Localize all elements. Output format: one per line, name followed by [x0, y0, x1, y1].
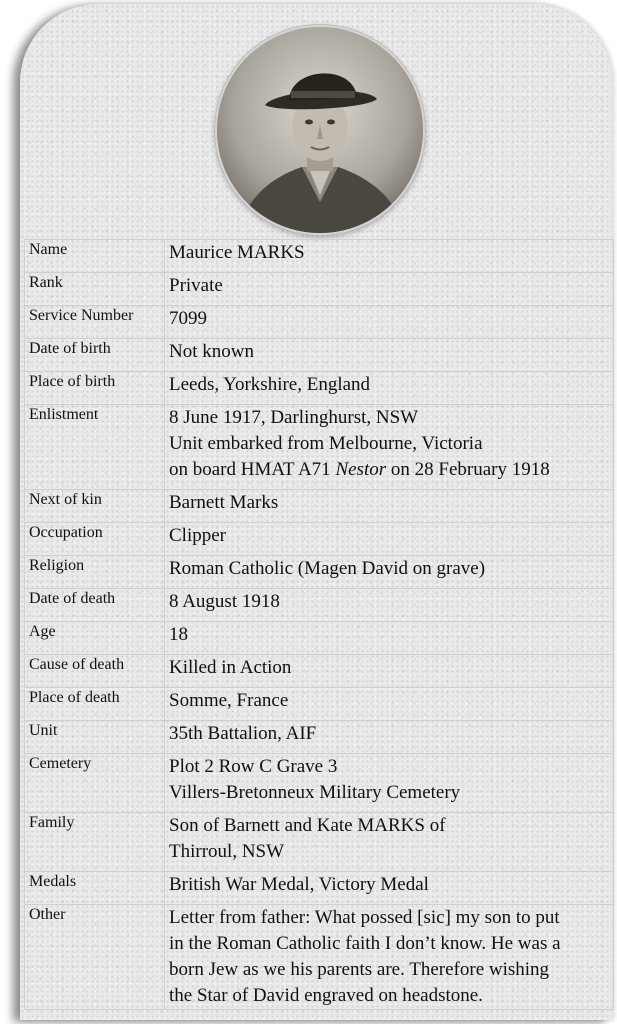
label-rank: Rank [25, 273, 165, 306]
label-enlistment: Enlistment [25, 405, 165, 490]
row-age [25, 622, 614, 655]
other-line-3: born Jew as we his parents are. Therefore wishing [169, 959, 550, 980]
value-cause-of-death: Killed in Action [165, 655, 614, 688]
label-name: Name [25, 240, 165, 273]
value-occupation: Clipper [165, 523, 614, 556]
label-date-of-birth: Date of birth [25, 339, 165, 372]
value-rank: Private [165, 273, 614, 306]
enlistment-line-3 [169, 457, 609, 483]
value-unit: 35th Battalion, AIF [165, 721, 614, 754]
label-other: Other [25, 905, 165, 1010]
label-service-number: Service Number [25, 306, 165, 339]
row-other [25, 905, 614, 1010]
label-unit: Unit [25, 721, 165, 754]
row-next-of-kin [25, 490, 614, 523]
row-enlistment [25, 405, 614, 490]
row-name [25, 240, 614, 273]
value-other [165, 905, 614, 1010]
enlistment-line-2: Unit embarked from Melbourne, Victoria [169, 433, 483, 454]
row-cemetery [25, 754, 614, 813]
label-place-of-death: Place of death [25, 688, 165, 721]
value-service-number: 7099 [165, 306, 614, 339]
row-cause-of-death [25, 655, 614, 688]
label-occupation: Occupation [25, 523, 165, 556]
label-family: Family [25, 813, 165, 872]
other-line-4: the Star of David engraved on headstone. [169, 985, 483, 1006]
row-occupation [25, 523, 614, 556]
enlistment-line-1: 8 June 1917, Darlinghurst, NSW [169, 407, 419, 428]
value-date-of-birth: Not known [165, 339, 614, 372]
cemetery-line-1: Plot 2 Row C Grave 3 [169, 756, 338, 777]
value-family [165, 813, 614, 872]
value-next-of-kin: Barnett Marks [165, 490, 614, 523]
enlistment-ship-name: Nestor [335, 459, 387, 480]
value-religion: Roman Catholic (Magen David on grave) [165, 556, 614, 589]
label-place-of-birth: Place of birth [25, 372, 165, 405]
label-next-of-kin: Next of kin [25, 490, 165, 523]
family-line-2: Thirroul, NSW [169, 841, 285, 862]
soldier-portrait-photo [215, 25, 425, 235]
row-medals [25, 872, 614, 905]
row-unit [25, 721, 614, 754]
label-religion: Religion [25, 556, 165, 589]
row-family [25, 813, 614, 872]
label-cause-of-death: Cause of death [25, 655, 165, 688]
row-service-number [25, 306, 614, 339]
value-age: 18 [165, 622, 614, 655]
value-enlistment [165, 405, 614, 490]
portrait-illustration [217, 27, 423, 233]
value-cemetery [165, 754, 614, 813]
cemetery-line-2: Villers-Bretonneux Military Cemetery [169, 782, 461, 803]
row-place-of-death [25, 688, 614, 721]
row-religion [25, 556, 614, 589]
label-date-of-death: Date of death [25, 589, 165, 622]
value-date-of-death: 8 August 1918 [165, 589, 614, 622]
row-place-of-birth [25, 372, 614, 405]
row-rank [25, 273, 614, 306]
enlistment-ship-suffix: on 28 February 1918 [386, 459, 550, 480]
value-medals: British War Medal, Victory Medal [165, 872, 614, 905]
enlistment-ship-prefix: on board HMAT A71 [169, 459, 336, 480]
label-cemetery: Cemetery [25, 754, 165, 813]
value-name: Maurice MARKS [165, 240, 614, 273]
other-line-1: Letter from father: What possed [sic] my son to put [169, 907, 560, 928]
row-date-of-birth [25, 339, 614, 372]
value-place-of-death: Somme, France [165, 688, 614, 721]
value-place-of-birth: Leeds, Yorkshire, England [165, 372, 614, 405]
label-medals: Medals [25, 872, 165, 905]
service-record-table [24, 239, 614, 1010]
label-age: Age [25, 622, 165, 655]
other-line-2: in the Roman Catholic faith I don’t know. He was a [169, 933, 561, 954]
row-date-of-death [25, 589, 614, 622]
family-line-1: Son of Barnett and Kate MARKS of [169, 815, 446, 836]
